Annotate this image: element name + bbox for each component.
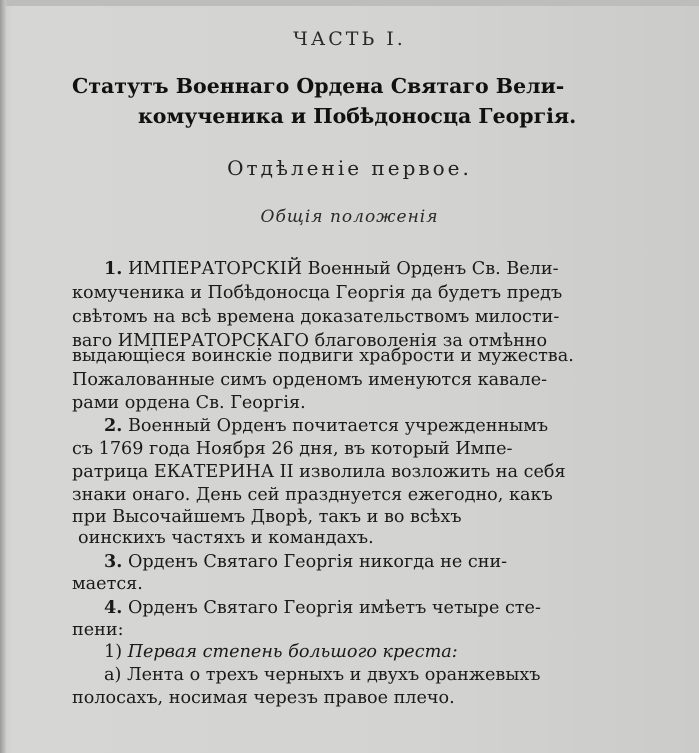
part-heading: ЧАСТЬ I. [293, 28, 406, 50]
page-left-edge [0, 0, 6, 753]
text-line [72, 664, 608, 687]
section-heading: Отдѣленіе первое. [227, 156, 472, 180]
text-line [72, 257, 608, 281]
line-text: рами ордена Св. Георгія. [72, 393, 306, 413]
text-line [72, 641, 608, 664]
text-line [72, 438, 608, 461]
line-text: Орденъ Святаго Георгія никогда не сни- [122, 552, 508, 572]
line-text: свѣтомъ на всѣ времена доказательствомъ милости- [72, 307, 560, 327]
line-text: а) Лента о трехъ черныхъ и двухъ оранжевыхъ [104, 665, 541, 685]
line-text: Военный Орденъ почитается учрежденнымъ [122, 416, 549, 436]
text-line [72, 414, 608, 438]
article-number: 3. [104, 551, 123, 572]
text-line [72, 484, 608, 507]
statute-title-line-1: Статутъ Военнаго Ордена Святаго Вели- [72, 74, 565, 98]
text-line [72, 550, 608, 574]
line-text: ратрица ЕКАТЕРИНА II изволила возложить на себя [72, 462, 566, 482]
text-line [72, 687, 608, 710]
line-text: Пожалованные симъ орденомъ именуются кавале- [72, 370, 548, 390]
line-text: ваго ИМПЕРАТОРСКАГО благоволенія за отмѣнно [72, 331, 548, 351]
line-text: съ 1769 года Ноября 26 дня, въ который Импе- [72, 439, 513, 459]
text-line [72, 369, 608, 392]
text-line [72, 573, 608, 596]
statute-title-line-2: комученика и Побѣдоносца Георгія. [138, 104, 577, 128]
text-line [72, 392, 608, 415]
article-number: 2. [104, 415, 123, 436]
text-line [72, 306, 608, 329]
degree-heading: Первая степень большого креста: [127, 642, 458, 662]
text-line [72, 461, 608, 484]
line-text: Орденъ Святаго Георгія имѣетъ четыре сте- [122, 598, 541, 618]
line-text: полосахъ, носимая черезъ правое плечо. [72, 688, 455, 708]
line-text: знаки онаго. День сей празднуется ежегодно, какъ [72, 485, 553, 505]
article-number: 1. [104, 258, 123, 279]
text-line [72, 527, 608, 550]
line-text: 1) [104, 642, 128, 662]
text-line [72, 282, 608, 305]
line-text: оинскихъ частяхъ и командахъ. [78, 528, 374, 548]
line-text: пени: [72, 620, 124, 640]
line-text: мается. [72, 574, 143, 594]
line-text: комученика и Побѣдоносца Георгія да будетъ предъ [72, 283, 563, 303]
text-line [72, 596, 608, 620]
text-line [72, 345, 608, 368]
line-text: ИМПЕРАТОРСКІЙ Военный Орденъ Св. Вели- [122, 259, 559, 279]
text-line [72, 619, 608, 642]
text-line [72, 506, 608, 529]
subsection-heading: Общія положенія [260, 207, 439, 227]
line-text: выдающіеся воинскіе подвиги храбрости и мужества. [72, 346, 574, 366]
page-top-edge [0, 0, 699, 6]
line-text: при Высочайшемъ Дворѣ, такъ и во всѣхъ [72, 507, 462, 527]
article-number: 4. [104, 597, 123, 618]
